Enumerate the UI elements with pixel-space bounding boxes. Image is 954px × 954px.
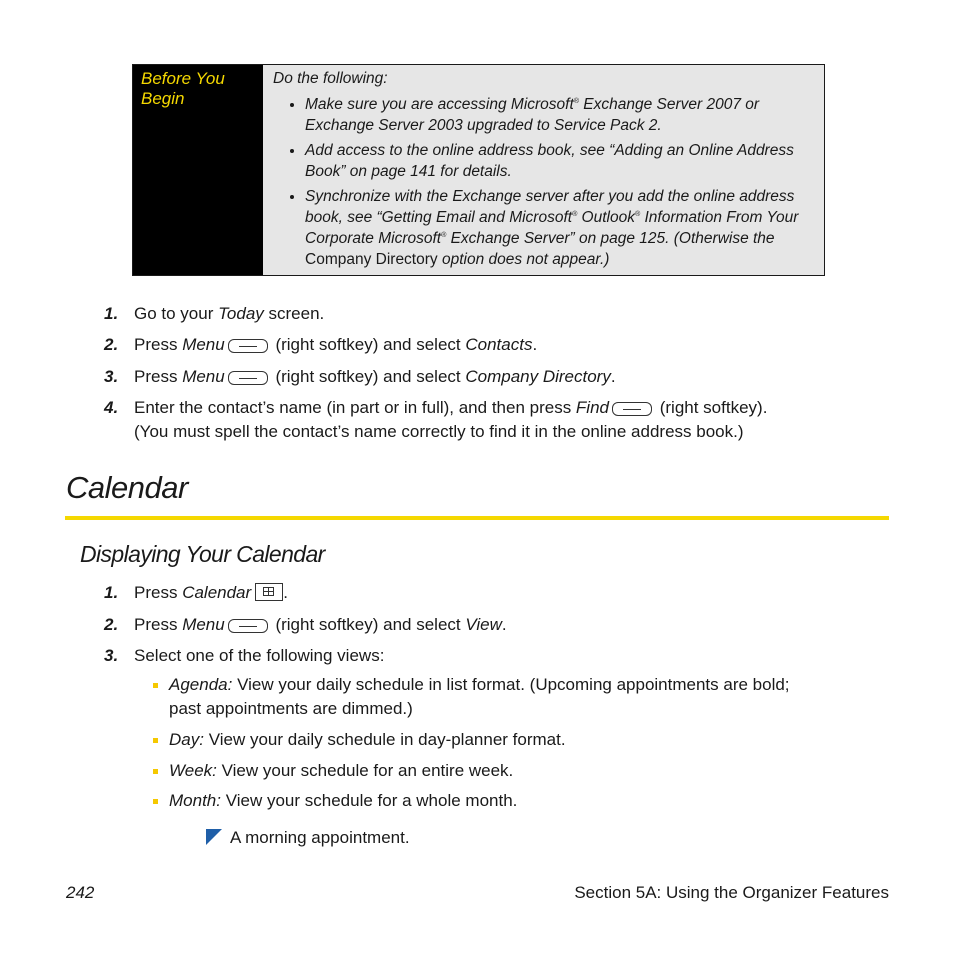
company-directory-option: Company Directory bbox=[305, 251, 438, 268]
before-you-begin-list bbox=[273, 94, 816, 270]
before-you-begin-label: Before You Begin bbox=[133, 65, 263, 275]
before-you-begin-box bbox=[132, 64, 825, 276]
before-you-begin-intro: Do the following: bbox=[273, 70, 388, 87]
section-title-rule bbox=[65, 516, 889, 520]
bullet-square-icon bbox=[153, 769, 158, 774]
bullet-square-icon bbox=[153, 799, 158, 804]
bullet-square-icon bbox=[153, 738, 158, 743]
page-number: 242 bbox=[66, 883, 95, 902]
subsection-title: Displaying Your Calendar bbox=[80, 541, 325, 567]
softkey-icon bbox=[612, 402, 652, 416]
list-item: • Make sure you are accessing Microsoft® Exchange Server 2007 or Exchange Server 2003 upgraded to Service Pack 2. bbox=[305, 94, 816, 136]
before-you-begin-content bbox=[263, 65, 824, 275]
section-footer: Section 5A: Using the Organizer Features bbox=[574, 883, 889, 902]
morning-appointment-flag-icon bbox=[206, 829, 222, 845]
bullet-square-icon bbox=[153, 683, 158, 688]
calendar-icon bbox=[255, 583, 283, 601]
list-item: • Add access to the online address book, see “Adding an Online Address Book” on page 141 for details. bbox=[305, 140, 816, 182]
softkey-icon bbox=[228, 371, 268, 385]
softkey-icon bbox=[228, 619, 268, 633]
softkey-icon bbox=[228, 339, 268, 353]
list-item: • Synchronize with the Exchange server after you add the online address book, see “Getting Email and Microsoft® Outlook® Information From Your Corporate Microsoft® Exchange Server” on page 125. (Otherwise the Company Directory option does not appear.) bbox=[305, 186, 816, 270]
morning-appointment-note: A morning appointment. bbox=[206, 826, 410, 850]
section-title: Calendar bbox=[66, 470, 188, 505]
